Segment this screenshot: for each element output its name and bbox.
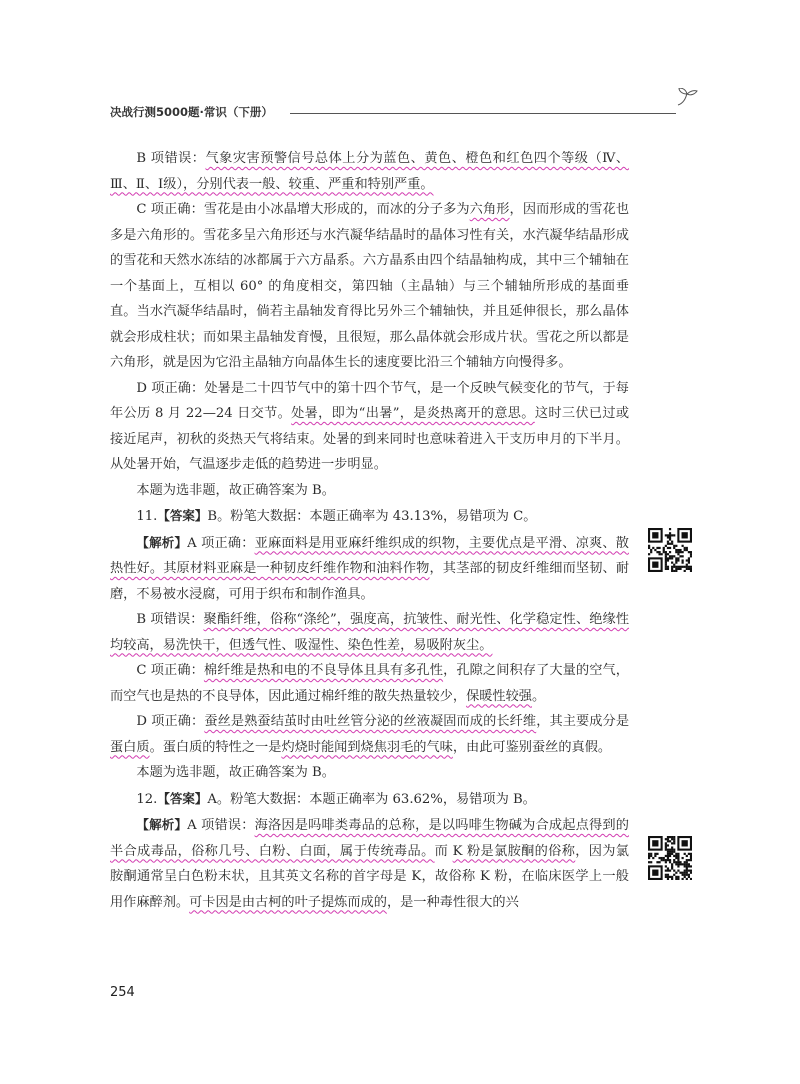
text-run: 。 xyxy=(532,688,546,704)
section-label: 【答案】 xyxy=(157,508,208,523)
text-run: 。蛋白质的特性之一是 xyxy=(149,739,282,755)
paragraph xyxy=(110,197,629,376)
header-rule xyxy=(290,113,676,114)
text-run: 11. xyxy=(136,509,158,524)
underlined-key-text: K 粉是氯胺酮的俗称 xyxy=(452,843,576,859)
text-run: ，其主要成分是 xyxy=(536,714,630,729)
text-run: 本题为选非题，故正确答案为 B。 xyxy=(136,765,335,780)
text-run: ，是一种毒性很大的兴 xyxy=(386,894,519,910)
underlined-key-text: 保暖性较强 xyxy=(466,688,532,704)
text-run: ，孔隙之间积存了大量的空气，而空气也是热的不良导体，因此通过棉纤维的散失热量较少， xyxy=(110,663,629,704)
text-run: A。粉笔大数据：本题正确率为 63.62%，易错项为 B。 xyxy=(207,791,536,807)
underlined-key-text: 蚕丝是熟蚕结茧时由吐丝管分泌的丝液凝固而成的长纤维 xyxy=(204,714,537,729)
section-label: 【解析】 xyxy=(136,817,188,832)
text-run: D 项正确： xyxy=(136,714,205,729)
qr-code-icon[interactable] xyxy=(648,836,692,880)
paragraph xyxy=(110,478,629,504)
paragraph xyxy=(110,376,629,478)
page-number: 254 xyxy=(110,985,135,1000)
text-run: A 项正确： xyxy=(187,535,255,551)
leaf-sprout-icon xyxy=(676,88,698,106)
text-run: B 项错误： xyxy=(136,151,206,166)
paragraph xyxy=(110,146,629,197)
text-run: 这时三伏已过或接近尾声，初秋的炎热天气将结束。处暑的到来同时也意味着进入干支历申月的下半月。从处暑开始，气温逐步走低的趋势进一步明显。 xyxy=(110,406,630,472)
underlined-key-text: 六角形 xyxy=(469,202,510,217)
underlined-key-text: 灼烧时能闻到烧焦羽毛的气味 xyxy=(281,739,453,755)
underlined-key-text: 气象灾害预警信号总体上分为蓝色、黄色、橙色和红色四个等级（Ⅳ、Ⅲ、Ⅱ、Ⅰ级），分别代表一般、较重、严重和特别严重。 xyxy=(110,151,630,192)
text-run: ，因为氯胺酮通常呈白色粉末状，且其英文名称的首字母是 K，故俗称 K 粉，在临床医学上一般用作麻醉剂。 xyxy=(110,843,629,910)
text-run: 本题为选非题，故正确答案为 B。 xyxy=(136,482,335,498)
text-run: 12. xyxy=(136,791,158,807)
text-run: D 项正确：处暑是二十四节气中的第十四个节气，是一个反映气候变化的节气，于每年公历 8 月 22—24 日交节。 xyxy=(110,380,629,421)
underlined-key-text: 棉纤维是热和电的不良导体且具有多孔性 xyxy=(203,663,444,678)
text-run: ，由此可鉴别蚕丝的真假。 xyxy=(452,739,612,755)
book-title: 决战行测5000题·常识（下册） xyxy=(110,105,273,119)
text-run: B 项错误： xyxy=(136,612,204,627)
paragraph xyxy=(110,786,629,813)
paragraph xyxy=(110,812,629,915)
paragraph xyxy=(110,760,629,786)
underlined-key-text: 聚酯纤维，俗称“涤纶”，强度高，抗皱性、耐光性、化学稳定性、绝缘性均较高，易洗快干，但透气性、吸湿性、染色性差，易吸附灰尘。 xyxy=(110,612,630,653)
underlined-key-text: 海洛因是吗啡类毒品的总称，是以吗啡生物碱为合成起点得到的半合成毒品，俗称几号、白粉、白面，属于传统毒品。 xyxy=(110,818,629,859)
paragraph xyxy=(110,530,629,608)
paragraph xyxy=(110,709,629,760)
text-run: C 项正确：雪花是由小冰晶增大形成的，而冰的分子多为 xyxy=(136,202,470,217)
text-run: A 项错误： xyxy=(187,818,255,833)
running-header xyxy=(110,104,690,124)
paragraph xyxy=(110,607,629,658)
section-label: 【解析】 xyxy=(136,534,188,550)
paragraph xyxy=(110,658,629,709)
section-label: 【答案】 xyxy=(157,790,208,806)
paragraph xyxy=(110,503,629,530)
text-run: ，其茎部的韧皮纤维细而坚韧、耐磨，不易被水浸腐，可用于织布和制作渔具。 xyxy=(110,561,630,602)
qr-code-icon[interactable] xyxy=(648,528,692,572)
underlined-key-text: 亚麻面料是用亚麻纤维织成的织物，主要优点是平滑、凉爽、散热性好。其原材料亚麻是一种韧皮纤维作物和油料作物 xyxy=(110,535,629,576)
underlined-key-text: 处暑，即为“出暑”，是炎热离开的意思。 xyxy=(291,406,535,421)
text-run: 而 xyxy=(434,843,453,859)
text-run: C 项正确： xyxy=(136,663,204,678)
underlined-key-text: 蛋白质 xyxy=(110,739,150,755)
page-body xyxy=(110,146,629,915)
text-run: ，因而形成的雪花也多是六角形的。雪花多呈六角形还与水汽凝华结晶时的晶体习性有关，水汽凝华结晶形成的雪花和天然水冻结的冰都属于六方晶系。六方晶系由四个结晶轴构成，其中三个辅轴在一个基面上，互相以 60° 的角度相交，第四轴（主晶轴）与三个辅轴所形成的基面垂直。当水汽凝华结晶时，倘若主晶轴发育得比另外三个辅轴快，并且延伸很长，那么晶体就会形成柱状；而如果主晶轴发育慢，且很短，那么晶体就会形成片状。雪花之所以都是六角形，就是因为它沿主晶轴方向晶体生长的速度要比沿三个辅轴方向慢得多。 xyxy=(110,202,630,370)
text-run: B。粉笔大数据：本题正确率为 43.13%，易错项为 C。 xyxy=(207,509,537,524)
underlined-key-text: 可卡因是由古柯的叶子提炼而成的 xyxy=(189,894,387,910)
